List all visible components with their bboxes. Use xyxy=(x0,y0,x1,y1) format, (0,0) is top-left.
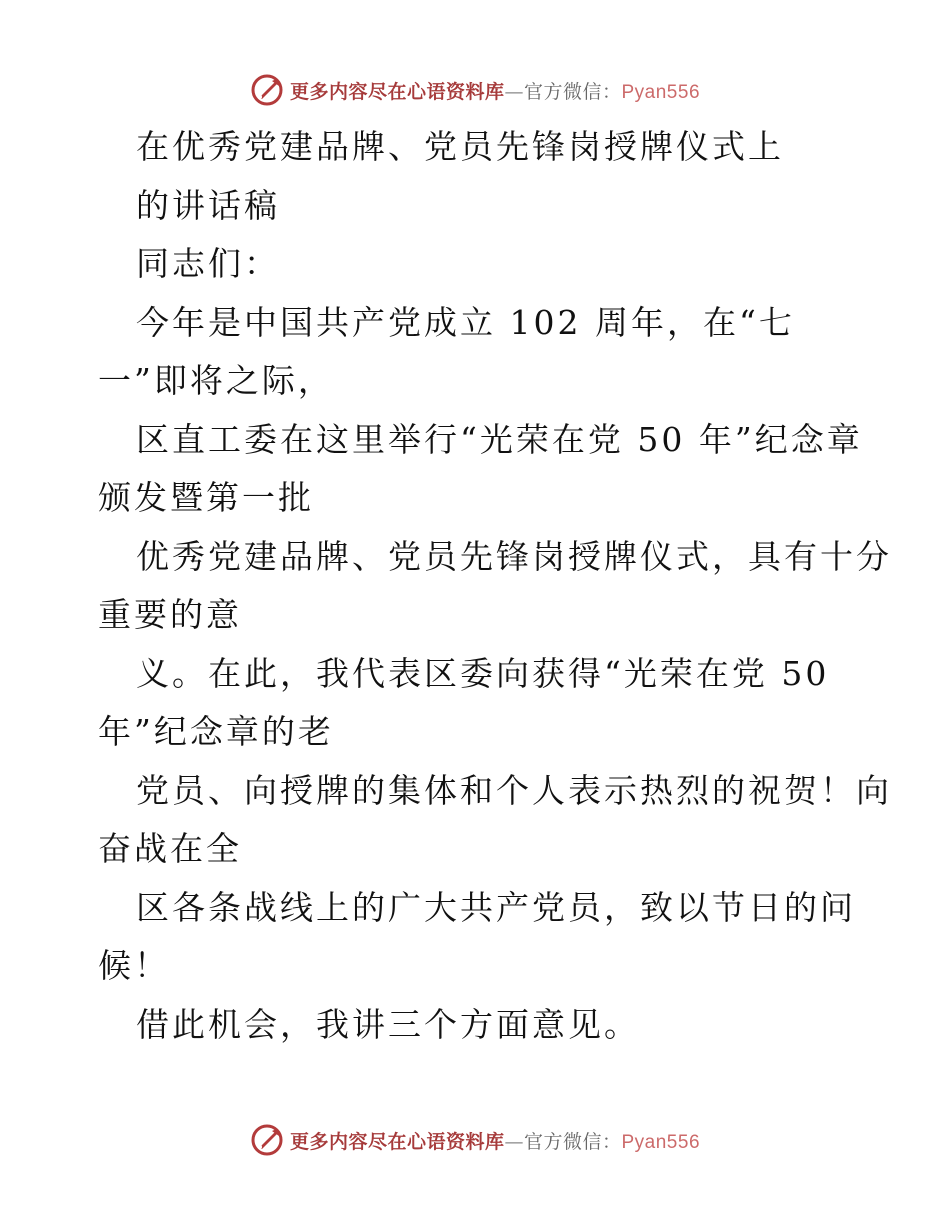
text-line: 同志们： xyxy=(136,244,280,283)
text-line: 区各条战线上的广大共产党员，致以节日的问 xyxy=(136,887,856,927)
banner-content xyxy=(250,73,700,107)
text-line: 在优秀党建品牌、党员先锋岗授牌仪式上 xyxy=(136,127,784,166)
text-line: 奋战在全 xyxy=(98,829,242,868)
quill-pen-logo-icon xyxy=(250,1123,284,1157)
banner-account: Pyan556 xyxy=(621,81,701,103)
text-line: 义。在此，我代表区委向获得“光荣在党 50 xyxy=(136,653,830,693)
banner-account: Pyan556 xyxy=(621,1131,701,1153)
banner-text xyxy=(290,1127,700,1154)
banner-text xyxy=(290,77,700,104)
text-line: 年”纪念章的老 xyxy=(98,712,334,751)
text-line: 颁发暨第一批 xyxy=(98,478,314,517)
text-line: 一”即将之际， xyxy=(98,361,334,400)
banner-dash: — xyxy=(504,80,524,103)
banner-wechat-label: 官方微信： xyxy=(523,80,622,103)
banner-main-text: 更多内容尽在心语资料库 xyxy=(289,80,505,103)
header-banner xyxy=(0,70,950,110)
banner-dash: — xyxy=(504,1130,524,1153)
text-line: 借此机会，我讲三个方面意见。 xyxy=(136,1004,640,1044)
text-line: 区直工委在这里举行“光荣在党 50 年”纪念章 xyxy=(136,419,863,459)
banner-content xyxy=(250,1123,700,1157)
text-line: 党员、向授牌的集体和个人表示热烈的祝贺！向 xyxy=(136,770,892,810)
text-line: 的讲话稿 xyxy=(136,185,280,225)
text-line: 候！ xyxy=(98,946,170,985)
text-line: 重要的意 xyxy=(98,595,242,634)
text-line: 今年是中国共产党成立 102 周年，在“七 xyxy=(136,302,795,342)
banner-main-text: 更多内容尽在心语资料库 xyxy=(289,1130,505,1153)
footer-banner xyxy=(0,1120,950,1160)
banner-wechat-label: 官方微信： xyxy=(523,1130,622,1153)
text-line: 优秀党建品牌、党员先锋岗授牌仪式，具有十分 xyxy=(136,536,892,576)
quill-pen-logo-icon xyxy=(250,73,284,107)
speech-body xyxy=(98,118,892,1054)
